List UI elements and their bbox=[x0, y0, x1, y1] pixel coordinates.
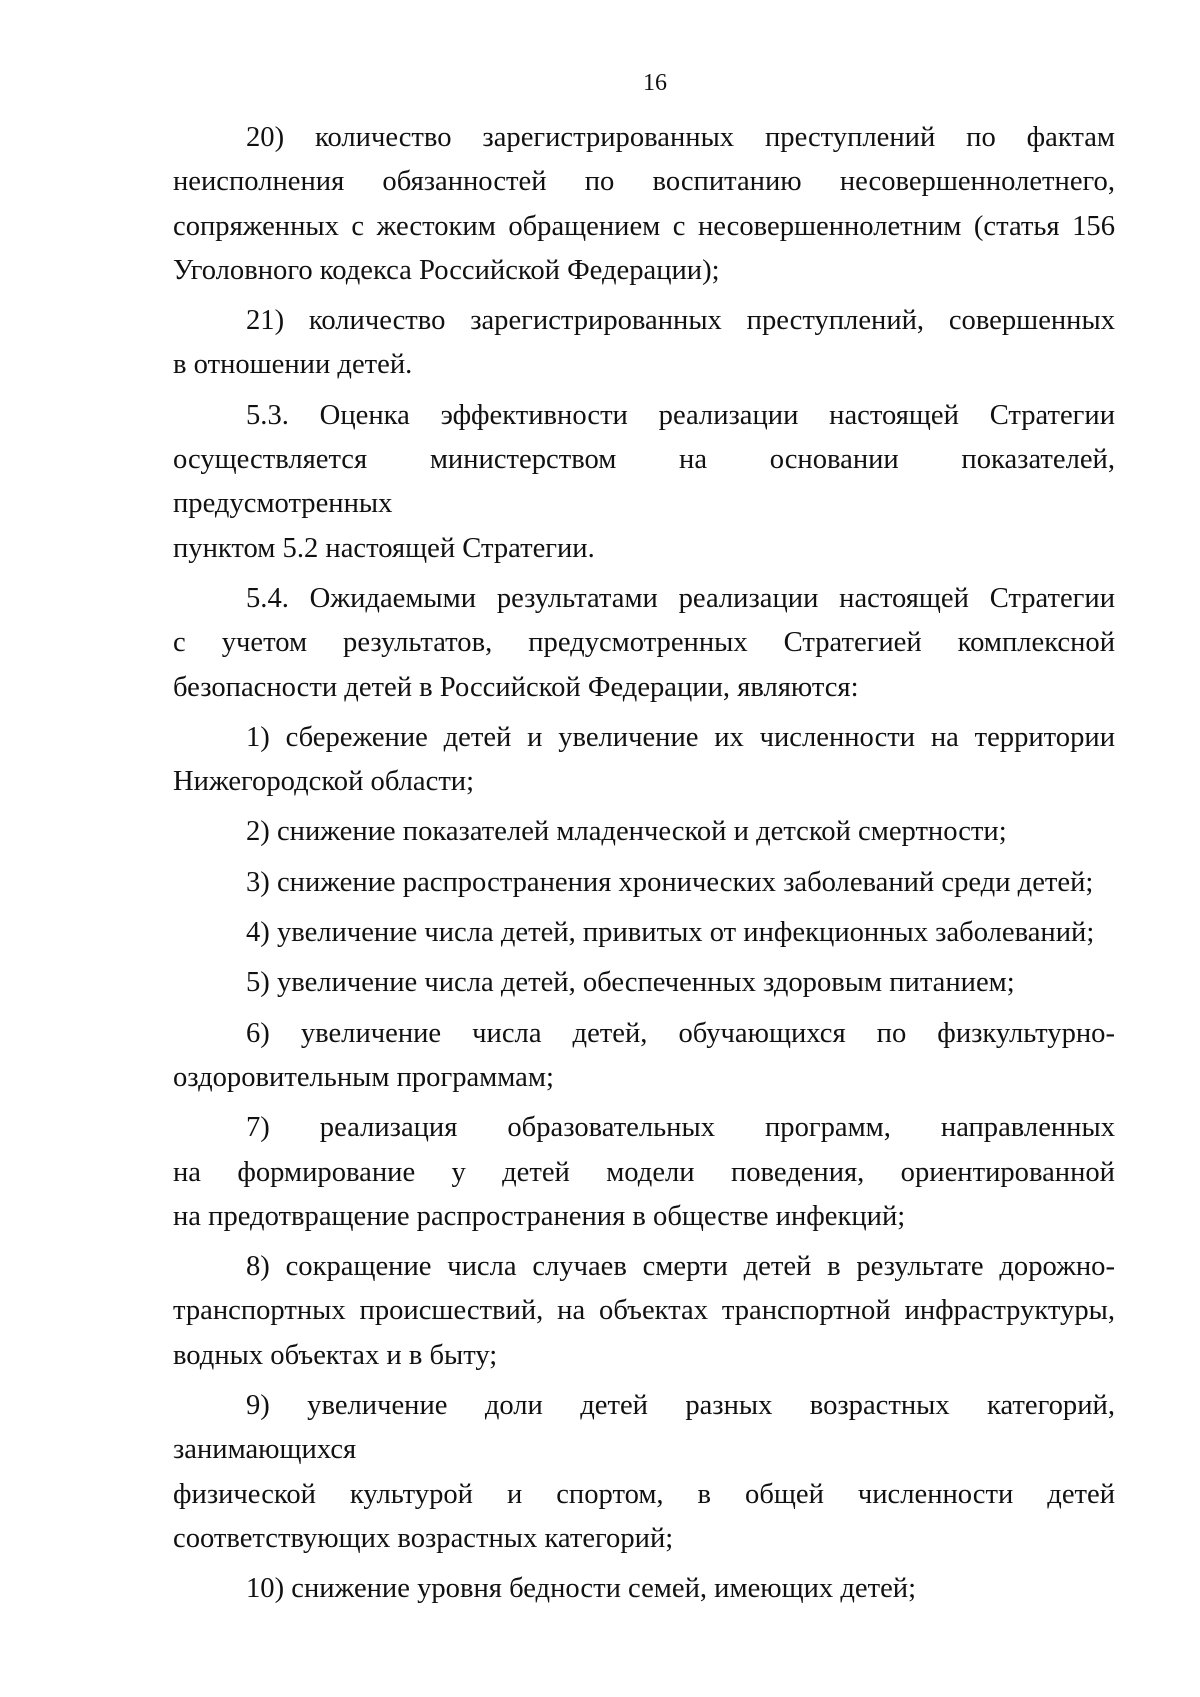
paragraph-line: физической культурой и спортом, в общей численности детей bbox=[173, 1478, 1115, 1510]
paragraph-line: Нижегородской области; bbox=[173, 766, 475, 798]
paragraph bbox=[173, 911, 1115, 955]
paragraph-line: 10) снижение уровня бедности семей, имеющих детей; bbox=[246, 1573, 917, 1605]
paragraph-line: в отношении детей. bbox=[173, 349, 413, 381]
paragraph-line: на предотвращение распространения в обществе инфекций; bbox=[173, 1200, 906, 1232]
paragraph bbox=[173, 116, 1115, 293]
document-body bbox=[173, 116, 1115, 1618]
paragraph-line: 1) сбережение детей и увеличение их численности на территории bbox=[246, 721, 1115, 753]
paragraph-line: транспортных происшествий, на объектах транспортной инфраструктуры, bbox=[173, 1295, 1115, 1327]
paragraph-line: 5) увеличение числа детей, обеспеченных здоровым питанием; bbox=[246, 967, 1015, 999]
paragraph-line: пунктом 5.2 настоящей Стратегии. bbox=[173, 532, 595, 564]
paragraph-line: оздоровительным программам; bbox=[173, 1061, 554, 1093]
paragraph bbox=[173, 861, 1115, 905]
paragraph-line: осуществляется министерством на основании показателей, предусмотренных bbox=[173, 444, 1115, 520]
paragraph-line: 4) увеличение числа детей, привитых от инфекционных заболеваний; bbox=[246, 917, 1095, 949]
paragraph bbox=[173, 577, 1115, 710]
paragraph-line: 8) сокращение числа случаев смерти детей в результате дорожно- bbox=[246, 1251, 1115, 1283]
paragraph-line: неисполнения обязанностей по воспитанию несовершеннолетнего, bbox=[173, 166, 1115, 198]
paragraph-line: соответствующих возрастных категорий; bbox=[173, 1522, 674, 1554]
paragraph-line: 20) количество зарегистрированных преступлений по фактам bbox=[246, 122, 1115, 153]
paragraph-line: 5.4. Ожидаемыми результатами реализации настоящей Стратегии bbox=[246, 582, 1115, 614]
paragraph-line: сопряженных с жестоким обращением с несовершеннолетним (статья 156 bbox=[173, 210, 1115, 242]
paragraph bbox=[173, 716, 1115, 805]
paragraph bbox=[173, 1567, 1115, 1611]
paragraph-line: 9) увеличение доли детей разных возрастных категорий, занимающихся bbox=[173, 1390, 1115, 1466]
paragraph-line: 21) количество зарегистрированных преступлений, совершенных bbox=[246, 305, 1115, 337]
paragraph bbox=[173, 394, 1115, 571]
paragraph bbox=[173, 961, 1115, 1005]
paragraph-line: 5.3. Оценка эффективности реализации настоящей Стратегии bbox=[246, 399, 1115, 431]
paragraph-line: 3) снижение распространения хронических заболеваний среди детей; bbox=[246, 866, 1094, 898]
paragraph bbox=[173, 810, 1115, 854]
paragraph bbox=[173, 1106, 1115, 1239]
page-number: 16 bbox=[643, 70, 667, 96]
paragraph-line: безопасности детей в Российской Федерации, являются: bbox=[173, 671, 859, 703]
paragraph-line: водных объектах и в быту; bbox=[173, 1339, 498, 1371]
paragraph bbox=[173, 299, 1115, 388]
paragraph bbox=[173, 1245, 1115, 1378]
paragraph-line: Уголовного кодекса Российской Федерации); bbox=[173, 254, 720, 286]
paragraph-line: 6) увеличение числа детей, обучающихся по физкультурно- bbox=[246, 1017, 1115, 1049]
paragraph bbox=[173, 1384, 1115, 1561]
paragraph-line: с учетом результатов, предусмотренных Стратегией комплексной bbox=[173, 627, 1115, 659]
paragraph-line: 2) снижение показателей младенческой и детской смертности; bbox=[246, 816, 1007, 848]
paragraph-line: на формирование у детей модели поведения, ориентированной bbox=[173, 1156, 1115, 1188]
paragraph bbox=[173, 1012, 1115, 1101]
paragraph-line: 7) реализация образовательных программ, направленных bbox=[246, 1112, 1115, 1144]
